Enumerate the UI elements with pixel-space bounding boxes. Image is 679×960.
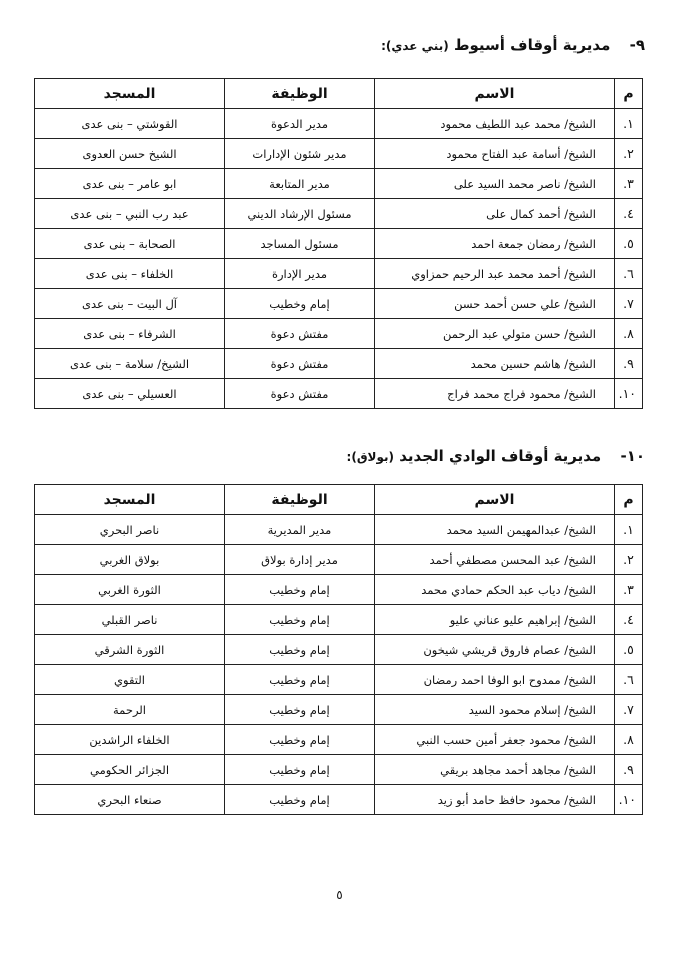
- table-row: [35, 695, 643, 725]
- row-mosque: الشيخ حسن العدوى: [35, 139, 225, 169]
- row-mosque: الشرفاء – بنى عدى: [35, 319, 225, 349]
- section9-table: [34, 78, 643, 409]
- row-number: ٨.: [615, 319, 643, 349]
- table-row: [35, 199, 643, 229]
- row-name: الشيخ/ محمود جعفر أمين حسب النبي: [375, 725, 615, 755]
- row-number: ٣.: [615, 575, 643, 605]
- row-number: ٩.: [615, 755, 643, 785]
- row-job: مدير المتابعة: [225, 169, 375, 199]
- table-header-row: [35, 79, 643, 109]
- table-row: [35, 349, 643, 379]
- section9-heading: [381, 36, 645, 54]
- row-mosque: آل البيت – بنى عدى: [35, 289, 225, 319]
- row-job: مفتش دعوة: [225, 349, 375, 379]
- row-number: ٩.: [615, 349, 643, 379]
- row-number: ٤.: [615, 605, 643, 635]
- page-number: ٥: [336, 888, 343, 902]
- table-row: [35, 109, 643, 139]
- row-name: الشيخ/ حسن متولي عبد الرحمن: [375, 319, 615, 349]
- table-row: [35, 379, 643, 409]
- row-job: مسئول المساجد: [225, 229, 375, 259]
- column-header-num: م: [615, 79, 643, 109]
- column-header-name: الاسم: [375, 79, 615, 109]
- table-row: [35, 259, 643, 289]
- column-header-num: م: [615, 485, 643, 515]
- row-name: الشيخ/ ممدوح ابو الوفا احمد رمضان: [375, 665, 615, 695]
- row-number: ٢.: [615, 545, 643, 575]
- row-name: الشيخ/ مجاهد أحمد مجاهد بريقي: [375, 755, 615, 785]
- table-row: [35, 169, 643, 199]
- table-row: [35, 545, 643, 575]
- section9-title: مديرية أوقاف أسيوط: [453, 36, 611, 54]
- row-number: ٧.: [615, 289, 643, 319]
- row-job: مدير الإدارة: [225, 259, 375, 289]
- row-job: إمام وخطيب: [225, 695, 375, 725]
- row-name: الشيخ/ أحمد كمال على: [375, 199, 615, 229]
- row-number: ١.: [615, 515, 643, 545]
- section10-table: [34, 484, 643, 815]
- row-job: مدير شئون الإدارات: [225, 139, 375, 169]
- row-name: الشيخ/ عصام فاروق قريشي شيخون: [375, 635, 615, 665]
- row-mosque: الخلفاء – بنى عدى: [35, 259, 225, 289]
- row-mosque: الصحابة – بنى عدى: [35, 229, 225, 259]
- row-mosque: القوشتي – بنى عدى: [35, 109, 225, 139]
- column-header-mosque: المسجد: [35, 79, 225, 109]
- row-number: ٣.: [615, 169, 643, 199]
- row-mosque: الجزائر الحكومي: [35, 755, 225, 785]
- row-name: الشيخ/ أسامة عبد الفتاح محمود: [375, 139, 615, 169]
- section10-number: ١٠-: [620, 447, 645, 465]
- row-number: ٤.: [615, 199, 643, 229]
- row-number: ١٠.: [615, 379, 643, 409]
- row-number: ٨.: [615, 725, 643, 755]
- row-name: الشيخ/ ناصر محمد السيد على: [375, 169, 615, 199]
- row-mosque: ناصر القبلي: [35, 605, 225, 635]
- row-mosque: التقوي: [35, 665, 225, 695]
- row-job: إمام وخطيب: [225, 755, 375, 785]
- row-mosque: الرحمة: [35, 695, 225, 725]
- section10-title: مديرية أوقاف الوادي الجديد: [399, 447, 602, 465]
- table-row: [35, 605, 643, 635]
- row-name: الشيخ/ محمود حافظ حامد أبو زيد: [375, 785, 615, 815]
- row-job: مدير إدارة بولاق: [225, 545, 375, 575]
- row-number: ٥.: [615, 635, 643, 665]
- table-row: [35, 785, 643, 815]
- row-job: مفتش دعوة: [225, 379, 375, 409]
- column-header-name: الاسم: [375, 485, 615, 515]
- row-job: مسئول الإرشاد الديني: [225, 199, 375, 229]
- row-name: الشيخ/ إبراهيم عليو عناني عليو: [375, 605, 615, 635]
- section9-subtitle: (بني عدي):: [381, 39, 449, 53]
- table-row: [35, 725, 643, 755]
- row-number: ١٠.: [615, 785, 643, 815]
- row-number: ٧.: [615, 695, 643, 725]
- row-name: الشيخ/ هاشم حسين محمد: [375, 349, 615, 379]
- column-header-mosque: المسجد: [35, 485, 225, 515]
- row-name: الشيخ/ عبد المحسن مصطفي أحمد: [375, 545, 615, 575]
- section10-heading: [347, 447, 645, 465]
- row-job: إمام وخطيب: [225, 289, 375, 319]
- section9-number: ٩-: [629, 36, 645, 54]
- row-job: إمام وخطيب: [225, 665, 375, 695]
- row-name: الشيخ/ رمضان جمعة احمد: [375, 229, 615, 259]
- row-mosque: الخلفاء الراشدين: [35, 725, 225, 755]
- row-job: مدير الدعوة: [225, 109, 375, 139]
- row-mosque: الثورة الغربي: [35, 575, 225, 605]
- row-number: ٥.: [615, 229, 643, 259]
- row-name: الشيخ/ محمد عبد اللطيف محمود: [375, 109, 615, 139]
- row-number: ١.: [615, 109, 643, 139]
- row-job: إمام وخطيب: [225, 575, 375, 605]
- row-mosque: ابو عامر – بنى عدى: [35, 169, 225, 199]
- column-header-job: الوظيفة: [225, 79, 375, 109]
- table-row: [35, 665, 643, 695]
- table-row: [35, 289, 643, 319]
- row-job: إمام وخطيب: [225, 635, 375, 665]
- table-row: [35, 575, 643, 605]
- table-row: [35, 229, 643, 259]
- table-row: [35, 755, 643, 785]
- table-row: [35, 635, 643, 665]
- row-mosque: العسيلي – بنى عدى: [35, 379, 225, 409]
- row-job: إمام وخطيب: [225, 725, 375, 755]
- row-mosque: الشيخ/ سلامة – بنى عدى: [35, 349, 225, 379]
- row-name: الشيخ/ أحمد محمد عبد الرحيم حمزاوي: [375, 259, 615, 289]
- row-mosque: صنعاء البحري: [35, 785, 225, 815]
- row-job: إمام وخطيب: [225, 605, 375, 635]
- table-row: [35, 515, 643, 545]
- row-mosque: ناصر البحري: [35, 515, 225, 545]
- row-number: ٢.: [615, 139, 643, 169]
- row-name: الشيخ/ محمود فراج محمد فراج: [375, 379, 615, 409]
- row-job: إمام وخطيب: [225, 785, 375, 815]
- row-job: مدير المديرية: [225, 515, 375, 545]
- row-mosque: بولاق الغربي: [35, 545, 225, 575]
- row-number: ٦.: [615, 665, 643, 695]
- row-number: ٦.: [615, 259, 643, 289]
- row-name: الشيخ/ عبدالمهيمن السيد محمد: [375, 515, 615, 545]
- row-mosque: عبد رب النبي – بنى عدى: [35, 199, 225, 229]
- row-name: الشيخ/ إسلام محمود السيد: [375, 695, 615, 725]
- row-job: مفتش دعوة: [225, 319, 375, 349]
- section10-subtitle: (بولاق):: [346, 450, 395, 464]
- row-name: الشيخ/ دياب عبد الحكم حمادي محمد: [375, 575, 615, 605]
- row-name: الشيخ/ علي حسن أحمد حسن: [375, 289, 615, 319]
- row-mosque: الثورة الشرقي: [35, 635, 225, 665]
- table-row: [35, 319, 643, 349]
- column-header-job: الوظيفة: [225, 485, 375, 515]
- table-row: [35, 139, 643, 169]
- table-header-row: [35, 485, 643, 515]
